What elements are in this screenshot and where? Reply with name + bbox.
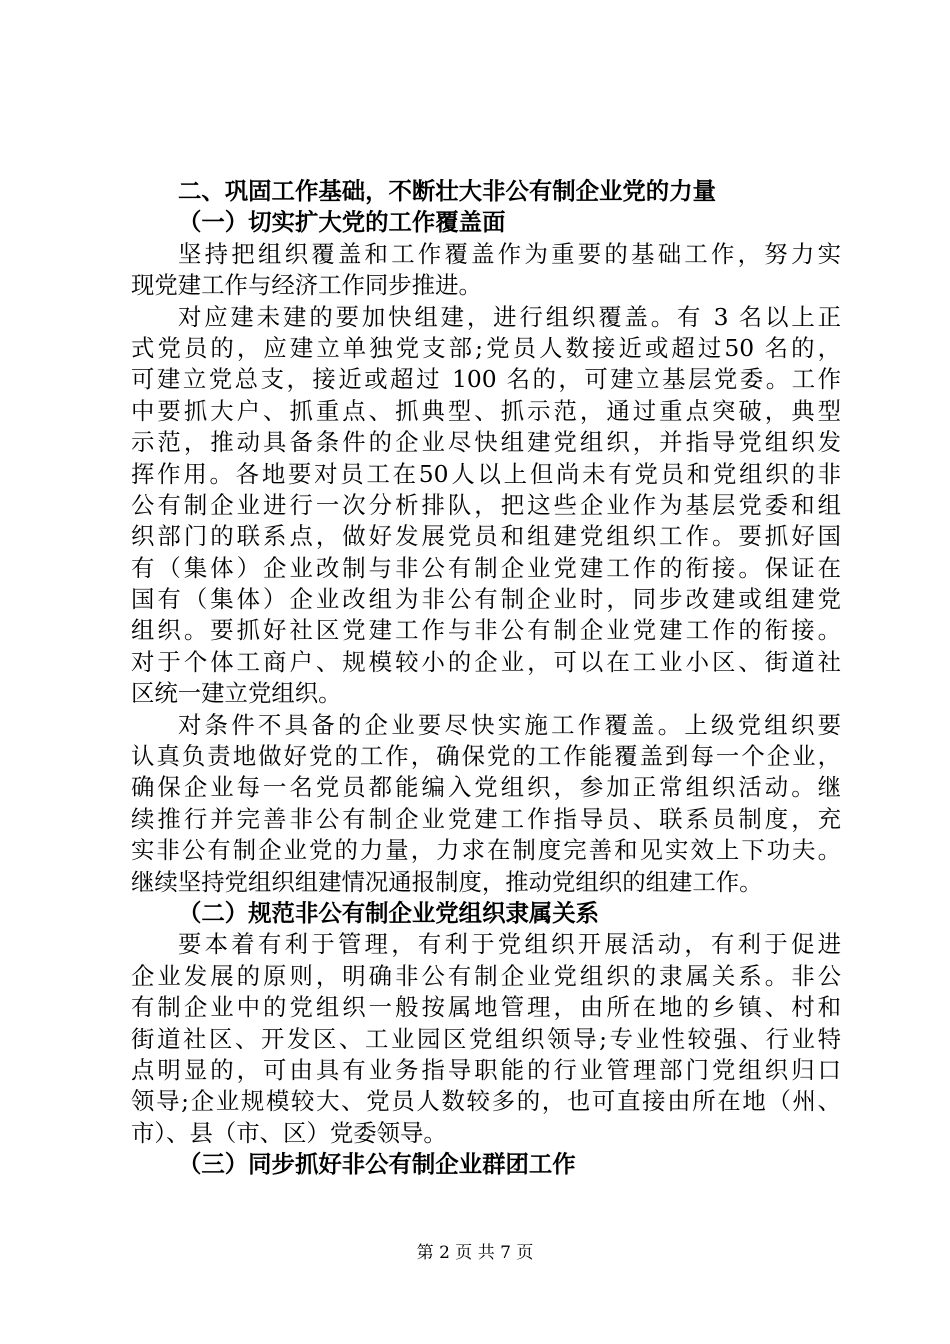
document-body (131, 176, 841, 1181)
subsection-title-1: （一）切实扩大党的工作覆盖面 (178, 208, 506, 237)
section-title: 二、巩固工作基础，不断壮大非公有制企业党的力量 (178, 177, 716, 205)
paragraph-line: 实非公有制企业党的力量，力求在制度完善和见实效上下功夫。 (131, 836, 841, 865)
paragraph-line: 现党建工作与经济工作同步推进。 (131, 271, 482, 300)
paragraph-line: 有（集体）企业改制与非公有制企业党建工作的衔接。保证在 (131, 553, 841, 582)
subsection-title-2: （二）规范非公有制企业党组织隶属关系 (178, 898, 600, 927)
paragraph-line: 对条件不具备的企业要尽快实施工作覆盖。上级党组织要 (178, 710, 841, 739)
paragraph-line: 有制企业中的党组织一般按属地管理，由所在地的乡镇、村和 (131, 993, 841, 1022)
paragraph-line: 公有制企业进行一次分析排队，把这些企业作为基层党委和组 (131, 490, 841, 519)
paragraph-line: 继续坚持党组织组建情况通报制度，推动党组织的组建工作。 (131, 867, 763, 896)
paragraph-line: 坚持把组织覆盖和工作覆盖作为重要的基础工作，努力实 (178, 239, 841, 268)
paragraph-line: 认真负责地做好党的工作，确保党的工作能覆盖到每一个企业， (131, 742, 841, 771)
paragraph-line: 对应建未建的要加快组建，进行组织覆盖。有 3 名以上正 (178, 302, 841, 331)
paragraph-line: 示范，推动具备条件的企业尽快组建党组织，并指导党组织发 (131, 428, 841, 457)
paragraph-line: 式党员的，应建立单独党支部;党员人数接近或超过50 名的， (131, 333, 841, 362)
paragraph-line: 织部门的联系点，做好发展党员和组建党组织工作。要抓好国 (131, 522, 841, 551)
paragraph-line: 组织。要抓好社区党建工作与非公有制企业党建工作的衔接。 (131, 616, 841, 645)
paragraph-line: 可建立党总支，接近或超过 100 名的，可建立基层党委。工作 (131, 365, 841, 394)
paragraph-line: 街道社区、开发区、工业园区党组织领导;专业性较强、行业特 (131, 1024, 841, 1053)
paragraph-line: 国有（集体）企业改组为非公有制企业时，同步改建或组建党 (131, 585, 841, 614)
paragraph-line: 中要抓大户、抓重点、抓典型、抓示范，通过重点突破，典型 (131, 396, 841, 425)
page-number-footer: 第 2 页 共 7 页 (416, 1243, 534, 1263)
paragraph-line: 领导;企业规模较大、党员人数较多的，也可直接由所在地（州、 (131, 1087, 841, 1116)
paragraph-line: 续推行并完善非公有制企业党建工作指导员、联系员制度，充 (131, 804, 841, 833)
paragraph-line: 市）、县（市、区）党委领导。 (131, 1118, 447, 1147)
paragraph-line: 确保企业每一名党员都能编入党组织，参加正常组织活动。继 (131, 773, 841, 802)
paragraph-4 (131, 929, 841, 1149)
paragraph-2 (131, 302, 841, 710)
paragraph-1 (131, 239, 841, 302)
subsection-title-3: （三）同步抓好非公有制企业群团工作 (178, 1150, 576, 1179)
paragraph-line: 要本着有利于管理，有利于党组织开展活动，有利于促进 (178, 930, 841, 959)
paragraph-line: 企业发展的原则，明确非公有制企业党组织的隶属关系。非公 (131, 961, 841, 990)
paragraph-line: 对于个体工商户、规模较小的企业，可以在工业小区、街道社 (131, 647, 841, 676)
paragraph-line: 点明显的，可由具有业务指导职能的行业管理部门党组织归口 (131, 1055, 841, 1084)
paragraph-line: 区统一建立党组织。 (131, 679, 342, 708)
paragraph-line: 挥作用。各地要对员工在50人以上但尚未有党员和党组织的非 (131, 459, 841, 488)
paragraph-3 (131, 710, 841, 898)
